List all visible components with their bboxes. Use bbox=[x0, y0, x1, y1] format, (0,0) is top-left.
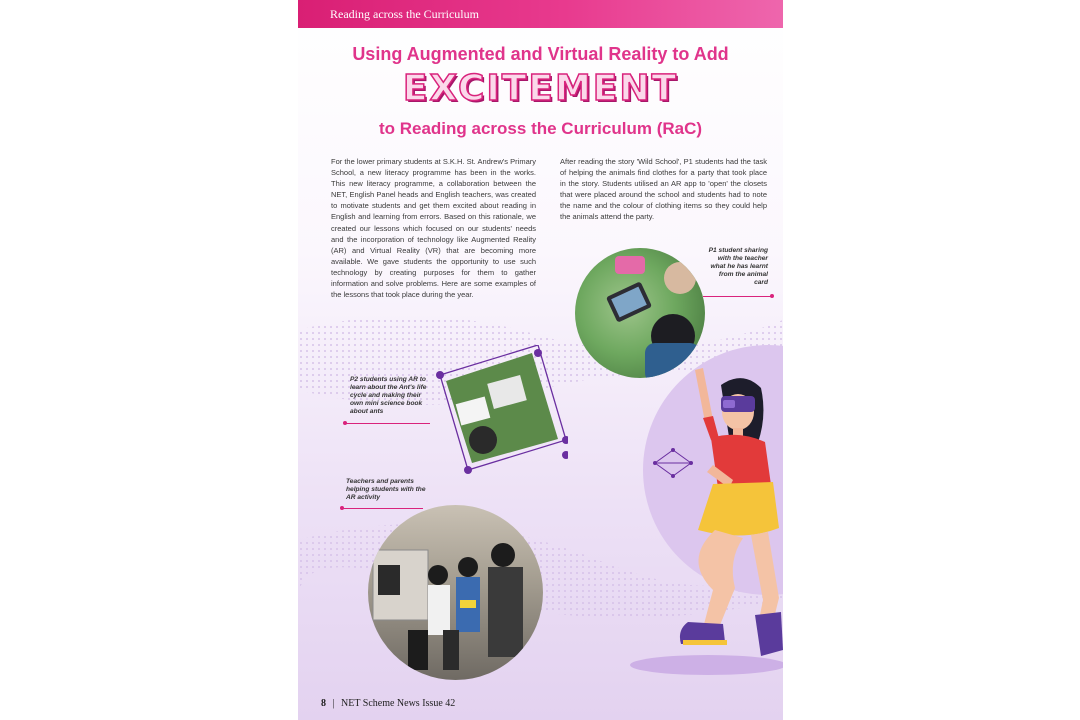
caption-teachers-dot bbox=[340, 506, 344, 510]
photo-p1-student bbox=[575, 248, 705, 378]
photo-p2-frame bbox=[428, 345, 568, 485]
magazine-page bbox=[298, 0, 783, 720]
caption-teachers: Teachers and parents helping students with the AR activity bbox=[346, 478, 426, 501]
photo-teachers-parents bbox=[368, 505, 543, 680]
caption-p2: P2 students using AR to learn about the Ant's life cycle and making their own mini science book about ants bbox=[350, 376, 427, 415]
caption-p1-dot bbox=[770, 294, 774, 298]
section-label: Reading across the Curriculum bbox=[330, 7, 479, 21]
caption-p1: P1 student sharing with the teacher what he has learnt from the animal card bbox=[708, 247, 768, 286]
page-footer bbox=[321, 698, 455, 709]
caption-p2-line bbox=[346, 423, 430, 424]
body-column-right: After reading the story 'Wild School', P1 students had the task of helping the animals find clothes for a party that took place in the story. Students utilised an AR app to 'open' the closets that were placed around the school and students had to note the name and the colour of clothing items so they could help the animals attend the party. bbox=[560, 157, 767, 222]
body-column-left: For the lower primary students at S.K.H. St. Andrew's Primary School, a new literacy programme has been in the works. This new literacy programme, a collaboration between the NET, English Panel heads and English teachers, was created to motivate students and get them excited about reading in English and learning from errors. Based on this rationale, we created our lessons which focused on our students' needs and the incorporation of technology like Augmented Reality (AR) and Virtual Reality (VR) that are becoming more available. We gave students the opportunity to use such technology by creating purposes for them to gather information and solve problems. Here are some examples of the lessons that took place during the year. bbox=[331, 157, 536, 300]
issue-label: NET Scheme News Issue 42 bbox=[341, 698, 456, 709]
caption-p2-dot bbox=[343, 421, 347, 425]
caption-teachers-line bbox=[343, 508, 423, 509]
title-line-3: to Reading across the Curriculum (RaC) bbox=[378, 119, 703, 138]
page-number: 8 bbox=[321, 698, 326, 709]
title-excitement: EXCITEMENT bbox=[402, 68, 679, 109]
footer-separator: | bbox=[332, 698, 335, 709]
title-line-1: Using Augmented and Virtual Reality to Add bbox=[352, 44, 729, 64]
vr-girl-illustration bbox=[643, 360, 783, 680]
caption-p1-line bbox=[703, 296, 773, 297]
